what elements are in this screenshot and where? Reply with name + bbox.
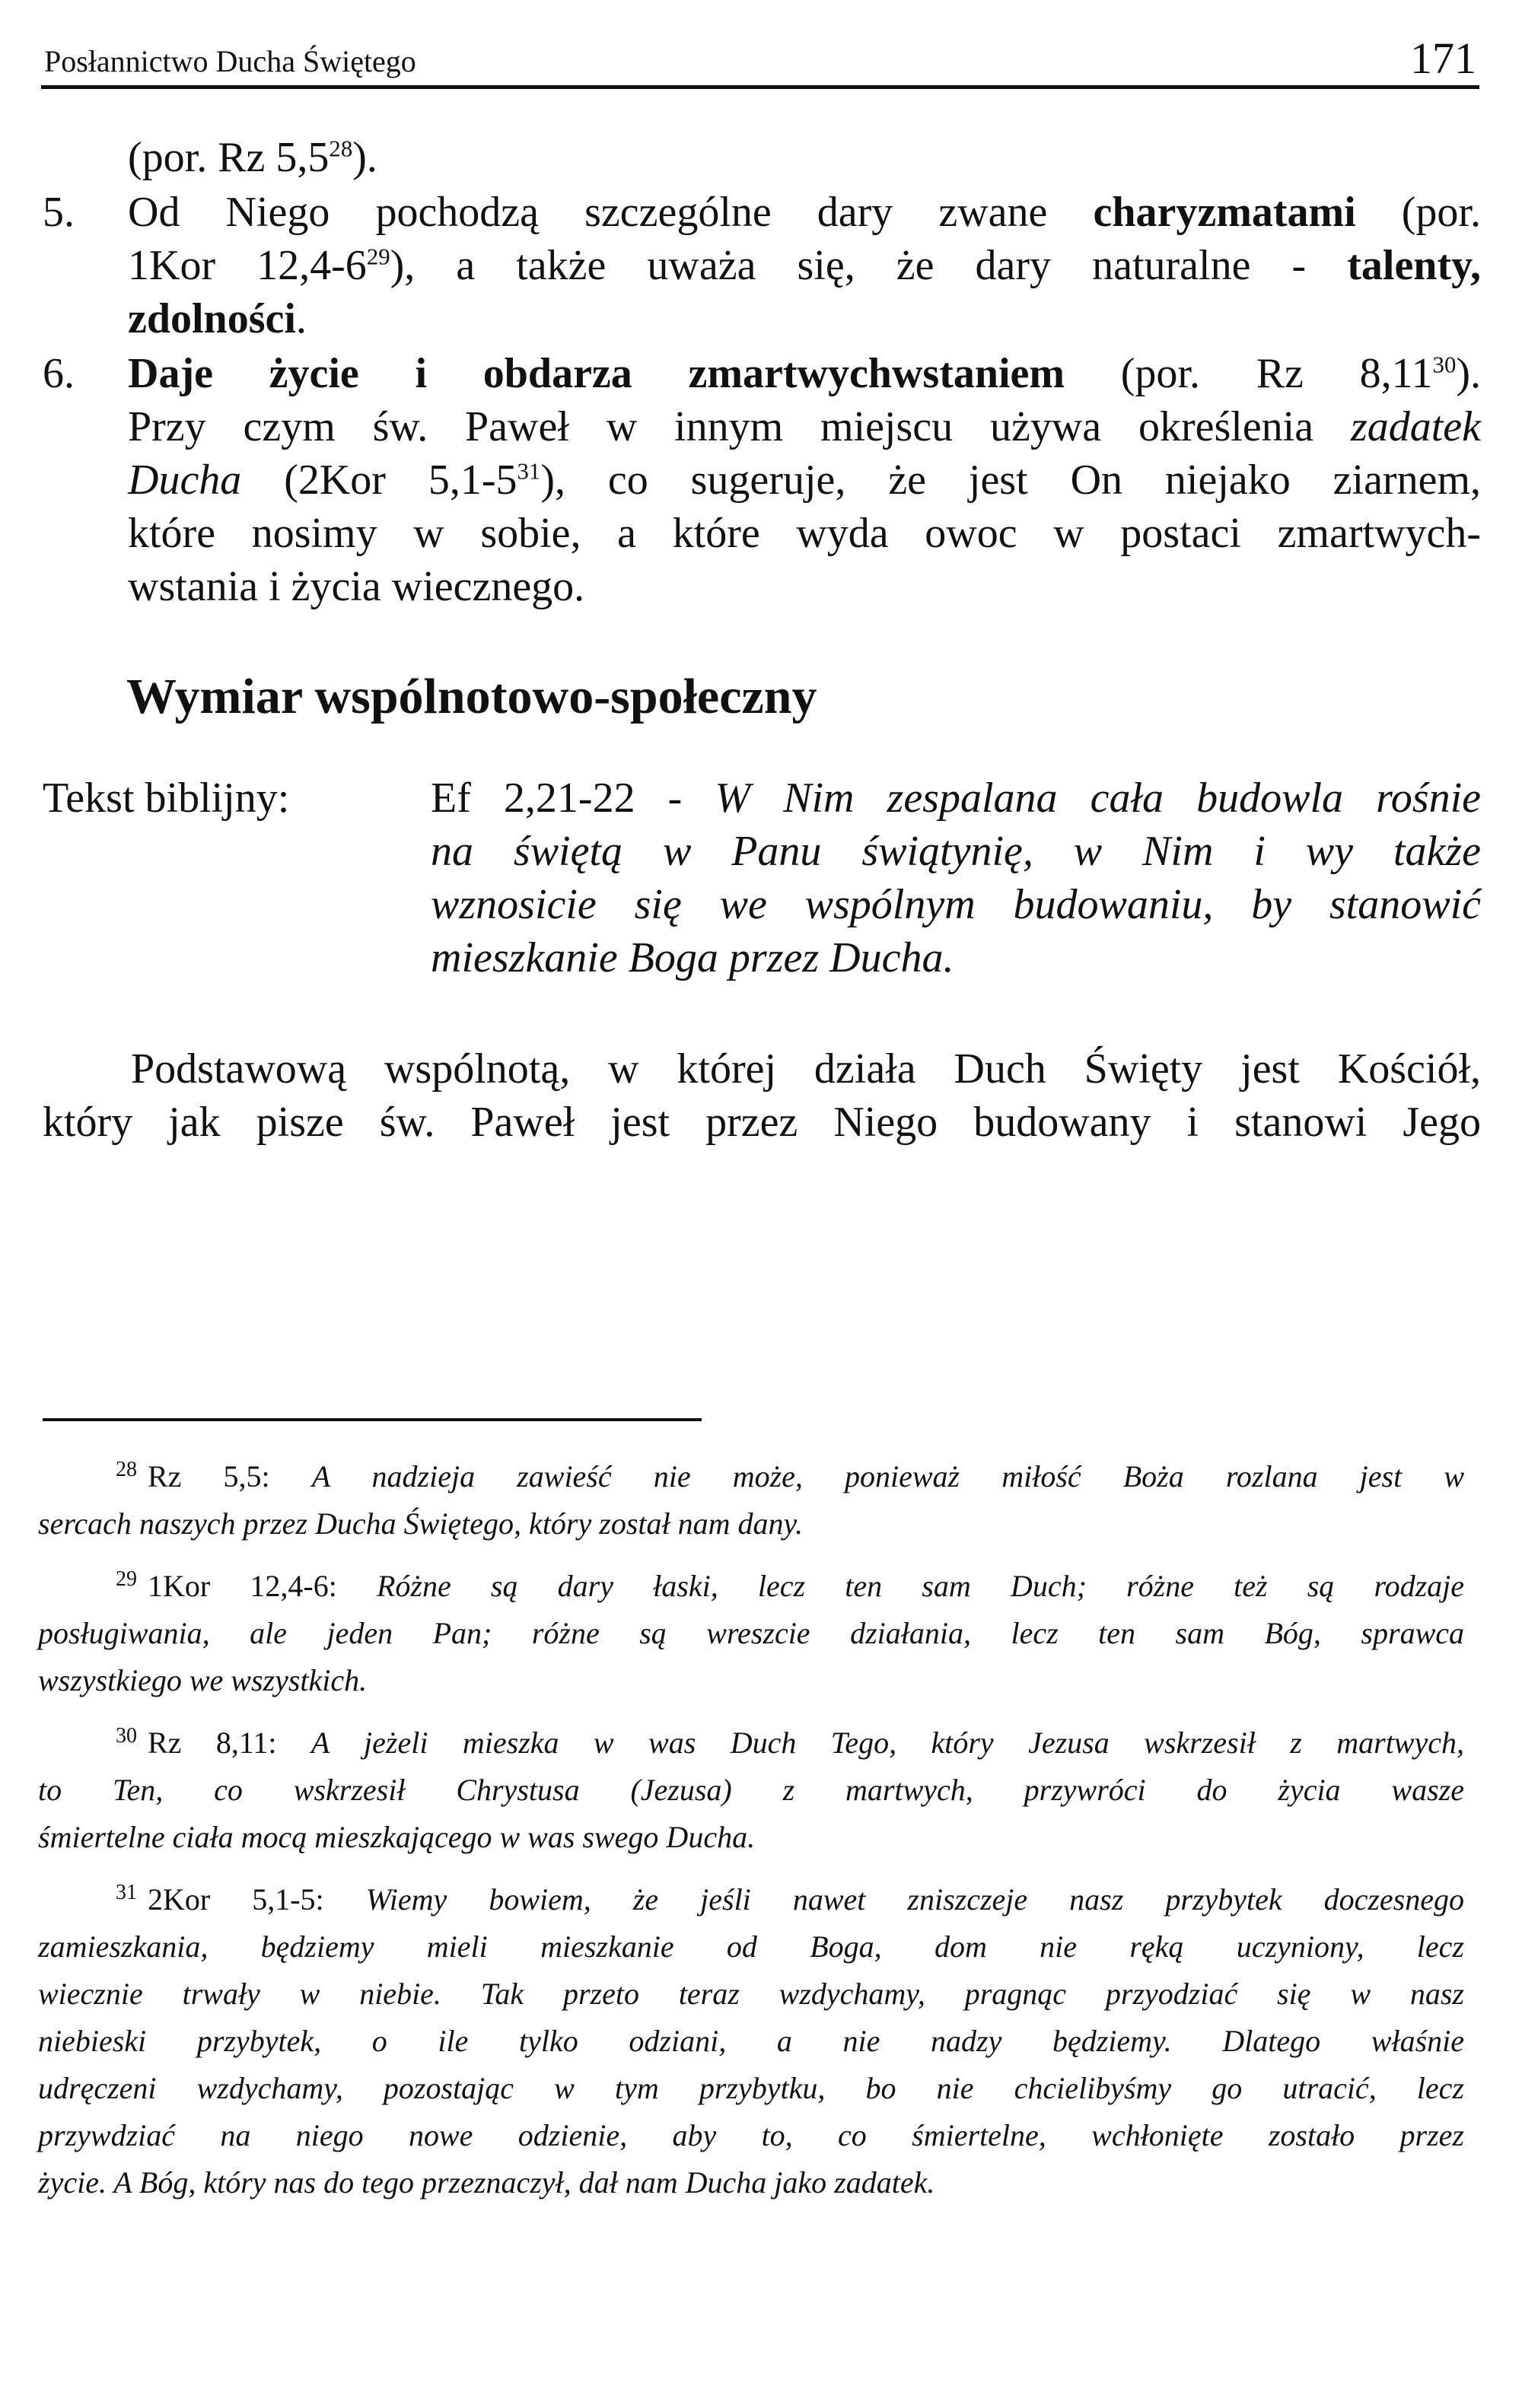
- biblical-text: [431, 771, 1481, 985]
- text-line: śmiertelne ciała mocą mieszkającego w was swego Ducha.: [38, 1820, 756, 1854]
- item-number: 6.: [43, 350, 75, 397]
- text-line: Ducha (2Kor $5,1-5^{31}$), co sugeruje, że jest On niejako ziarnem,: [128, 456, 1481, 504]
- footnote-28: [38, 1453, 1464, 1548]
- text-line: zdolności.: [128, 295, 307, 342]
- text-line: udręczeni wzdychamy, pozostając w tym przybytku, bo nie chcielibyśmy go utracić, lecz: [38, 2071, 1464, 2105]
- footnotes: [38, 1453, 1464, 2222]
- list-item-6: [43, 347, 1481, 613]
- text-line: życie. A Bóg, który nas do tego przeznaczył, dał nam Ducha jako zadatek.: [38, 2165, 935, 2200]
- text-line: zamieszkania, będziemy mieli mieszkanie od Boga, dom nie ręką uczyniony, lecz: [38, 1929, 1464, 1964]
- page-header: [41, 30, 1479, 89]
- text-line: Podstawową wspólnotą, w której działa Duch Święty jest Kościół,: [131, 1045, 1481, 1093]
- text-line: który jak pisze św. Paweł jest przez Niego budowany i stanowi Jego: [43, 1099, 1481, 1146]
- text-line: 1Kor $12,4-6^{29}$), a także uważa się, że dary naturalne - talenty,: [128, 242, 1481, 289]
- text-line: wznosicie się we wspólnym budowaniu, by stanowić: [431, 881, 1481, 928]
- text-line: Ef 2,21-22 - W Nim zespalana cała budowla rośnie: [431, 775, 1481, 822]
- text-line: wstania i życia wiecznego.: [128, 563, 585, 610]
- text-line: Przy czym św. Paweł w innym miejscu używa określenia zadatek: [128, 403, 1481, 450]
- text-line: które nosimy w sobie, a które wyda owoc w postaci zmartwych-: [128, 510, 1481, 557]
- biblical-label: Tekst biblijny:: [43, 775, 290, 822]
- section-heading: Wymiar wspólnotowo-społeczny: [126, 669, 817, 724]
- text-line: $^{28}$ Rz 5,5: A nadzieja zawieść nie może, ponieważ miłość Boża rozlana jest w: [116, 1457, 1465, 1493]
- text-line: to Ten, co wskrzesił Chrystusa (Jezusa) z martwych, przywróci do życia wasze: [38, 1773, 1464, 1807]
- text-line: $^{31}$ 2Kor 5,1-5: Wiemy bowiem, że jeśli nawet zniszczeje nasz przybytek doczesnego: [116, 1880, 1464, 1917]
- text-line: mieszkanie Boga przez Ducha.: [431, 934, 954, 981]
- text-line: $^{29}$ 1Kor 12,4-6: Różne są dary łaski, lecz ten sam Duch; różne też są rodzaje: [116, 1567, 1465, 1603]
- footnote-29: [38, 1563, 1464, 1704]
- footnote-30: [38, 1719, 1464, 1861]
- text-line: wszystkiego we wszystkich.: [38, 1663, 368, 1697]
- text-line: sercach naszych przez Ducha Świętego, który został nam dany.: [38, 1506, 804, 1541]
- page-number: 171: [1410, 33, 1476, 83]
- main-text: [43, 131, 1481, 1149]
- item-number: 5.: [43, 189, 75, 236]
- text-line: posługiwania, ale jeden Pan; różne są wreszcie działania, lecz ten sam Bóg, sprawca: [38, 1616, 1464, 1650]
- body-paragraph: [43, 1042, 1481, 1149]
- footnote-31: [38, 1876, 1464, 2206]
- continued-line: (por. Rz $5,5^{28}$).: [128, 134, 377, 181]
- biblical-quote: [43, 771, 1481, 1000]
- text-line: na świętą w Panu świątynię, w Nim i wy także: [431, 828, 1481, 875]
- text-line: Od Niego pochodzą szczególne dary zwane charyzmatami (por.: [128, 189, 1481, 236]
- footnote-separator: [43, 1418, 702, 1421]
- text-line: Daje życie i obdarza zmartwychwstaniem (por. Rz 8,11$^{30}$).: [128, 350, 1481, 397]
- running-title: Posłannictwo Ducha Świętego: [44, 44, 416, 78]
- text-line: przywdziać na niego nowe odzienie, aby to, co śmiertelne, wchłonięte zostało przez: [38, 2118, 1464, 2152]
- text-line: niebieski przybytek, o ile tylko odziani, a nie nadzy będziemy. Dlatego właśnie: [38, 2024, 1464, 2058]
- text-line: $^{30}$ Rz 8,11: A jeżeli mieszka w was Duch Tego, który Jezusa wskrzesił z martwych,: [116, 1723, 1464, 1760]
- list-item-5: [43, 186, 1481, 345]
- text-line: wiecznie trwały w niebie. Tak przeto teraz wzdychamy, pragnąc przyodziać się w nasz: [38, 1977, 1464, 2011]
